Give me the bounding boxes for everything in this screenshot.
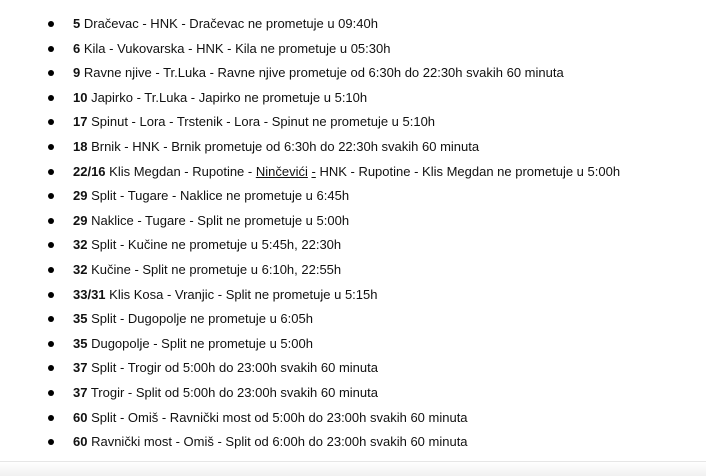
line-number: 35 xyxy=(73,335,88,351)
list-item xyxy=(0,233,706,258)
route-text: Spinut - Lora - Trstenik - Lora - Spinut ne prometuje u 5:10h xyxy=(87,114,436,130)
route-text: Trogir - Split od 5:00h do 23:00h svakih 60 minuta xyxy=(87,384,378,400)
route-text: Klis Kosa - Vranjic - Split ne prometuje u 5:15h xyxy=(105,286,378,302)
route-text: Split - Trogir od 5:00h do 23:00h svakih 60 minuta xyxy=(87,360,378,376)
list-item xyxy=(0,258,706,283)
underlined-text: - xyxy=(311,163,316,179)
item-text xyxy=(73,160,620,185)
line-number: 5 xyxy=(73,16,81,31)
item-text xyxy=(73,86,367,111)
line-number: 37 xyxy=(73,360,88,376)
list-item xyxy=(0,12,706,37)
list-item xyxy=(0,184,706,209)
route-text: Naklice - Tugare - Split ne prometuje u 5:00h xyxy=(87,212,350,228)
item-text xyxy=(73,258,341,283)
line-number: 35 xyxy=(73,311,88,327)
bullet-icon xyxy=(48,267,54,273)
list-item xyxy=(0,332,706,357)
list-item xyxy=(0,307,706,332)
item-text xyxy=(73,233,341,258)
line-number: 29 xyxy=(73,212,88,228)
line-number: 10 xyxy=(73,89,88,105)
line-number: 18 xyxy=(73,138,88,154)
bullet-icon xyxy=(48,242,54,248)
bullet-icon xyxy=(48,415,54,421)
line-number: 22/16 xyxy=(73,163,106,179)
line-number: 29 xyxy=(73,188,88,204)
bullet-icon xyxy=(48,119,54,125)
page-edge xyxy=(0,461,706,476)
item-text xyxy=(73,61,564,86)
list-item xyxy=(0,430,706,455)
route-text: HNK - Rupotine - Klis Megdan ne prometuje u 5:00h xyxy=(315,163,621,179)
item-text xyxy=(73,135,479,160)
line-number: 6 xyxy=(73,40,81,56)
item-text xyxy=(73,209,349,234)
line-number: 17 xyxy=(73,114,88,130)
route-text: Split - Kučine ne prometuje u 5:45h, 22:30h xyxy=(87,237,342,253)
route-text: Kučine - Split ne prometuje u 6:10h, 22:55h xyxy=(87,261,342,277)
item-text xyxy=(73,37,390,62)
route-text: Split - Omiš - Ravnički most od 5:00h do 23:00h svakih 60 minuta xyxy=(87,409,468,425)
route-text: Split - Dugopolje ne prometuje u 6:05h xyxy=(87,311,313,327)
line-number: 37 xyxy=(73,384,88,400)
list-item xyxy=(0,356,706,381)
line-number: 32 xyxy=(73,237,88,253)
item-text xyxy=(73,184,349,209)
bullet-icon xyxy=(48,439,54,445)
bullet-icon xyxy=(48,316,54,322)
item-text xyxy=(73,110,435,135)
list-item xyxy=(0,160,706,185)
schedule-list xyxy=(0,12,706,455)
item-text xyxy=(73,307,313,332)
item-text xyxy=(73,356,378,381)
bullet-icon xyxy=(48,292,54,298)
bullet-icon xyxy=(48,70,54,76)
list-item xyxy=(0,283,706,308)
route-text: Ravne njive - Tr.Luka - Ravne njive prometuje od 6:30h do 22:30h svakih 60 minuta xyxy=(80,65,564,81)
bullet-icon xyxy=(48,193,54,199)
bullet-icon xyxy=(48,95,54,101)
line-number: 33/31 xyxy=(73,286,106,302)
route-text: Japirko - Tr.Luka - Japirko ne prometuje u 5:10h xyxy=(87,89,368,105)
list-item xyxy=(0,381,706,406)
bullet-icon xyxy=(48,46,54,52)
route-text: Kila - Vukovarska - HNK - Kila ne prometuje u 05:30h xyxy=(80,40,391,56)
bullet-icon xyxy=(48,169,54,175)
route-text: Dračevac - HNK - Dračevac ne prometuje u 09:40h xyxy=(80,16,378,31)
route-text: Brnik - HNK - Brnik prometuje od 6:30h do 22:30h svakih 60 minuta xyxy=(87,138,480,154)
list-item xyxy=(0,209,706,234)
bullet-icon xyxy=(48,365,54,371)
route-text: Dugopolje - Split ne prometuje u 5:00h xyxy=(87,335,313,351)
list-item xyxy=(0,61,706,86)
line-number: 60 xyxy=(73,409,88,425)
route-text: Split - Tugare - Naklice ne prometuje u 6:45h xyxy=(87,188,350,204)
list-item xyxy=(0,86,706,111)
line-number: 60 xyxy=(73,434,88,450)
line-number: 9 xyxy=(73,65,81,81)
list-item xyxy=(0,135,706,160)
item-text xyxy=(73,406,468,431)
item-text xyxy=(73,283,377,308)
route-text: Ravnički most - Omiš - Split od 6:00h do 23:00h svakih 60 minuta xyxy=(87,434,468,450)
bullet-icon xyxy=(48,21,54,27)
list-item xyxy=(0,406,706,431)
bullet-icon xyxy=(48,144,54,150)
item-text xyxy=(73,430,468,455)
route-text: Klis Megdan - Rupotine - xyxy=(105,163,256,179)
list-item xyxy=(0,37,706,62)
bullet-icon xyxy=(48,341,54,347)
underlined-text: Ninčevići xyxy=(255,163,308,179)
bullet-icon xyxy=(48,390,54,396)
line-number: 32 xyxy=(73,261,88,277)
item-text xyxy=(73,332,313,357)
bullet-icon xyxy=(48,218,54,224)
item-text xyxy=(73,381,378,406)
item-text xyxy=(73,12,378,37)
list-item xyxy=(0,110,706,135)
